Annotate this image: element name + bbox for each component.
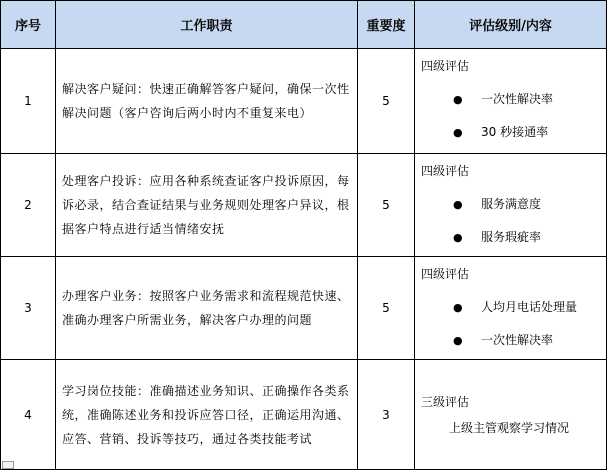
table-row [1, 257, 607, 360]
kpi-item [415, 188, 606, 221]
kpi-text: 服务满意度 [481, 197, 542, 211]
duty-cell: 处理客户投诉：应用各种系统查证客户投诉原因，每诉必录，结合查证结果与业务规则处理客户异议，根据客户特点进行适当情绪安抚 [56, 154, 358, 257]
bullet-icon: ● [453, 334, 463, 347]
bullet-icon: ● [453, 231, 463, 244]
duty-cell: 办理客户业务：按照客户业务需求和流程规范快速、准确办理客户所需业务，解决客户办理的问题 [56, 257, 358, 360]
header-importance: 重要度 [358, 1, 415, 49]
importance-cell: 5 [358, 154, 415, 257]
kpi-item [415, 116, 606, 149]
kpi-item [415, 291, 606, 324]
header-duty: 工作职责 [56, 1, 358, 49]
kpi-text: 一次性解决率 [481, 333, 554, 347]
duty-cell: 学习岗位技能：准确描述业务知识、正确操作各类系统，准确陈述业务和投诉应答口径，正确运用沟通、应答、营销、投诉等技巧，通过各类技能考试 [56, 360, 358, 470]
evaluation-cell [415, 49, 607, 154]
bullet-icon: ● [453, 126, 463, 139]
bullet-icon: ● [453, 93, 463, 106]
header-no: 序号 [1, 1, 56, 49]
kpi-text: 人均月电话处理量 [481, 300, 578, 314]
evaluation-description: 上级主管观察学习情况 [449, 420, 570, 435]
evaluation-level: 三级评估 [421, 394, 470, 409]
evaluation-cell [415, 360, 607, 470]
row-number: 1 [1, 49, 56, 154]
bullet-icon: ● [453, 198, 463, 211]
row-number: 2 [1, 154, 56, 257]
kpi-item [415, 324, 606, 357]
table-row [1, 49, 607, 154]
kpi-text: 一次性解决率 [481, 92, 554, 106]
evaluation-cell [415, 154, 607, 257]
evaluation-level: 四级评估 [421, 164, 470, 178]
importance-cell: 5 [358, 257, 415, 360]
bullet-icon: ● [453, 301, 463, 314]
evaluation-level: 四级评估 [421, 59, 470, 73]
header-row [1, 1, 607, 49]
importance-cell: 3 [358, 360, 415, 470]
importance-cell: 5 [358, 49, 415, 154]
kpi-text: 服务瑕疵率 [481, 230, 542, 244]
header-evaluation: 评估级别/内容 [415, 1, 607, 49]
row-number: 4 [1, 360, 56, 470]
duty-cell: 解决客户疑问：快速正确解答客户疑问，确保一次性解决问题（客户咨询后两小时内不重复来电） [56, 49, 358, 154]
kpi-item [415, 83, 606, 116]
kpi-item [415, 221, 606, 254]
evaluation-cell [415, 257, 607, 360]
table-row [1, 154, 607, 257]
evaluation-level: 四级评估 [421, 267, 470, 281]
kpi-text: 30 秒接通率 [481, 125, 549, 139]
row-number: 3 [1, 257, 56, 360]
table-row [1, 360, 607, 470]
